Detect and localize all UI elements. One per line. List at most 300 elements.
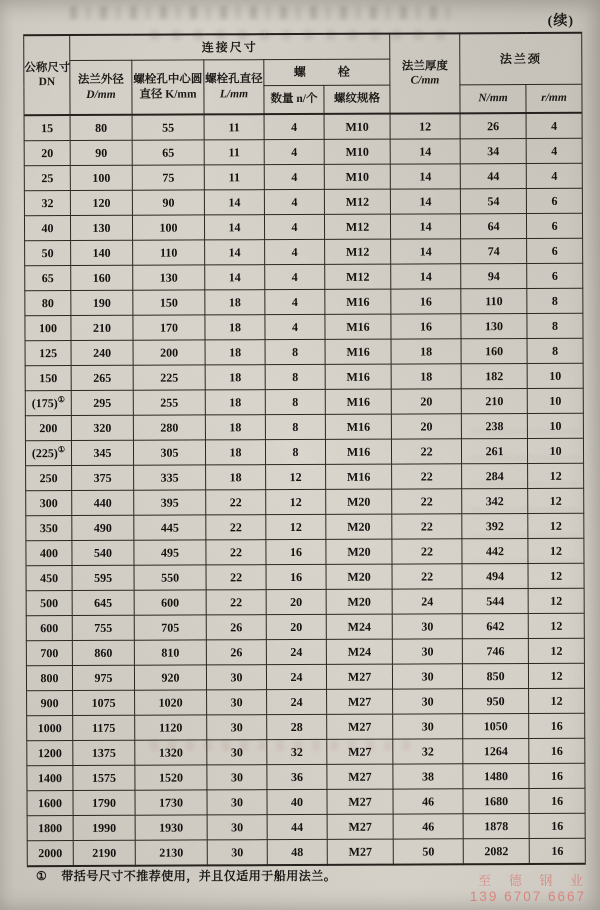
- table-cell: 12: [529, 688, 585, 713]
- table-cell: 920: [134, 665, 206, 690]
- table-cell: 18: [391, 339, 461, 364]
- table-cell: 10: [527, 413, 583, 438]
- table-cell: 12: [528, 463, 584, 488]
- table-cell: 305: [133, 440, 205, 465]
- table-cell: M16: [325, 439, 391, 464]
- table-cell: 4: [526, 163, 582, 188]
- table-cell: 210: [461, 389, 527, 414]
- table-cell: M16: [326, 464, 392, 489]
- table-cell: 240: [71, 340, 133, 365]
- table-cell: 28: [267, 714, 327, 739]
- table-cell: 22: [206, 490, 266, 515]
- table-row: [26, 513, 584, 540]
- header-bolt-hole: [204, 60, 264, 115]
- table-cell: M27: [327, 839, 393, 865]
- table-cell: M12: [325, 239, 391, 264]
- table-cell: 345: [71, 440, 133, 465]
- table-cell: 810: [134, 640, 206, 665]
- table-cell: 2000: [27, 841, 73, 867]
- table-cell: 1400: [27, 766, 73, 791]
- table-cell: 445: [134, 515, 206, 540]
- table-cell: 160: [461, 339, 527, 364]
- table-cell: 12: [528, 663, 584, 688]
- table-cell: 300: [26, 491, 72, 516]
- table-cell: M16: [325, 289, 391, 314]
- table-cell: M20: [326, 539, 392, 564]
- table-cell: 32: [393, 739, 463, 764]
- table-cell: M20: [326, 514, 392, 539]
- table-cell: M27: [327, 714, 393, 739]
- table-cell: 1680: [463, 789, 529, 814]
- table-cell: 94: [461, 264, 527, 289]
- table-cell: 1800: [27, 816, 73, 841]
- table-cell: 25: [24, 166, 70, 191]
- table-cell: 12: [528, 538, 584, 563]
- table-cell: 130: [461, 314, 527, 339]
- table-cell: 8: [265, 389, 325, 414]
- table-cell: 450: [26, 566, 72, 591]
- table-cell: 64: [461, 214, 527, 239]
- table-cell: 950: [463, 689, 529, 714]
- table-cell: 10: [527, 388, 583, 413]
- table-cell: 2190: [73, 840, 135, 866]
- table-cell: M20: [326, 489, 392, 514]
- table-cell: 22: [392, 489, 462, 514]
- table-cell: 150: [25, 366, 71, 391]
- table-cell: 14: [391, 239, 461, 264]
- table-cell: 1575: [73, 765, 135, 790]
- table-cell: M16: [325, 339, 391, 364]
- table-cell: M27: [327, 689, 393, 714]
- table-cell: 210: [71, 315, 133, 340]
- header-flange-thickness: [390, 33, 460, 113]
- table-cell: 16: [529, 813, 585, 838]
- table-cell: 1175: [73, 715, 135, 740]
- table-cell: 18: [205, 290, 265, 315]
- header-bolt-circle-symbol: 直径 K/mm: [139, 87, 197, 101]
- table-row: [27, 688, 585, 715]
- table-cell: 12: [528, 613, 584, 638]
- table-cell: 755: [72, 615, 134, 640]
- header-nominal-size-label: 公称尺寸: [24, 61, 71, 74]
- footnote-reference-mark: ①: [57, 444, 66, 454]
- table-row: [25, 238, 583, 265]
- table-cell: 250: [26, 466, 72, 491]
- footnote-text: 带括号尺寸不推荐使用，并且仅适用于船用法兰。: [61, 869, 337, 883]
- table-cell: (175)①: [25, 391, 71, 416]
- table-cell: 1600: [27, 791, 73, 816]
- table-cell: 442: [462, 539, 528, 564]
- table-cell: 12: [528, 513, 584, 538]
- table-cell: 14: [204, 190, 264, 215]
- table-cell: 320: [71, 415, 133, 440]
- table-cell: 1520: [135, 765, 207, 790]
- table-cell: 350: [26, 516, 72, 541]
- table-row: [24, 113, 582, 141]
- table-row: [26, 538, 584, 565]
- table-cell: 225: [133, 365, 205, 390]
- table-cell: 110: [133, 240, 205, 265]
- table-cell: M10: [324, 139, 390, 164]
- table-cell: 100: [70, 165, 132, 190]
- table-cell: 18: [205, 440, 265, 465]
- table-cell: 75: [132, 165, 204, 190]
- header-bolt-hole-symbol: L/mm: [219, 87, 249, 100]
- table-cell: 24: [266, 664, 326, 689]
- table-cell: 90: [132, 190, 204, 215]
- continuation-label: (续): [547, 14, 574, 29]
- table-cell: 30: [207, 740, 267, 765]
- table-row: [24, 138, 582, 165]
- header-thickness-symbol: C/mm: [410, 74, 440, 87]
- table-row: [26, 663, 584, 690]
- table-cell: 110: [461, 289, 527, 314]
- table-cell: 4: [264, 164, 324, 189]
- table-cell: 6: [527, 213, 583, 238]
- table-cell: M27: [326, 664, 392, 689]
- table-row: [25, 263, 583, 290]
- table-cell: 30: [207, 790, 267, 815]
- table-cell: 170: [133, 315, 205, 340]
- table-cell: 100: [25, 316, 71, 341]
- table-cell: 4: [264, 214, 324, 239]
- table-cell: 1200: [27, 741, 73, 766]
- table-cell: M10: [324, 114, 390, 140]
- table-cell: 4: [265, 264, 325, 289]
- table-header: [24, 33, 582, 115]
- table-cell: 12: [266, 514, 326, 539]
- table-cell: 6: [527, 263, 583, 288]
- header-bolt-thread: 螺纹规格: [324, 85, 390, 114]
- table-cell: (225)①: [25, 441, 71, 466]
- table-cell: 595: [72, 565, 134, 590]
- header-dn-symbol: DN: [38, 76, 56, 89]
- table-cell: 16: [529, 763, 585, 788]
- table-row: [26, 563, 584, 590]
- table-cell: 16: [529, 713, 585, 738]
- table-cell: M12: [325, 264, 391, 289]
- table-cell: 24: [267, 689, 327, 714]
- table-cell: 16: [529, 738, 585, 763]
- table-cell: 54: [460, 189, 526, 214]
- table-cell: 550: [134, 565, 206, 590]
- table-cell: 8: [265, 339, 325, 364]
- table-cell: 100: [132, 215, 204, 240]
- table-cell: 20: [266, 614, 326, 639]
- table-cell: M12: [324, 214, 390, 239]
- table-row: [24, 163, 582, 190]
- table-cell: 22: [392, 464, 462, 489]
- table-cell: 18: [205, 315, 265, 340]
- table-cell: 30: [207, 690, 267, 715]
- table-cell: 1878: [463, 814, 529, 839]
- footnote: [36, 867, 336, 884]
- table-cell: 22: [206, 565, 266, 590]
- table-cell: 975: [72, 665, 134, 690]
- table-cell: 50: [393, 839, 463, 865]
- table-cell: M20: [326, 564, 392, 589]
- table-cell: 6: [527, 238, 583, 263]
- table-cell: 18: [391, 364, 461, 389]
- table-row: [25, 313, 583, 340]
- table-cell: 280: [133, 415, 205, 440]
- table-cell: 400: [26, 541, 72, 566]
- table-cell: 15: [24, 115, 70, 141]
- table-cell: 265: [71, 365, 133, 390]
- table-cell: 120: [70, 190, 132, 215]
- table-row: [24, 213, 582, 240]
- table-cell: M16: [325, 414, 391, 439]
- table-cell: 16: [391, 314, 461, 339]
- table-cell: 342: [462, 489, 528, 514]
- table-cell: 12: [528, 638, 584, 663]
- table-cell: 4: [526, 138, 582, 163]
- table-cell: 34: [460, 139, 526, 164]
- table-cell: 1990: [73, 815, 135, 840]
- table-cell: 494: [462, 564, 528, 589]
- table-cell: 14: [205, 240, 265, 265]
- table-cell: 375: [72, 465, 134, 490]
- footnote-reference-mark: ①: [57, 394, 65, 404]
- table-cell: 8: [265, 364, 325, 389]
- table-cell: 18: [206, 465, 266, 490]
- table-cell: 22: [206, 515, 266, 540]
- table-cell: 30: [207, 815, 267, 840]
- table-cell: 2130: [135, 840, 207, 866]
- table-cell: 800: [26, 666, 72, 691]
- table-cell: 14: [391, 214, 461, 239]
- table-cell: 490: [72, 515, 134, 540]
- header-flange-od-label: 法兰外径: [77, 73, 124, 87]
- table-cell: 645: [72, 590, 134, 615]
- table-cell: 26: [206, 615, 266, 640]
- table-cell: 190: [71, 290, 133, 315]
- table-cell: 1320: [135, 740, 207, 765]
- table-cell: 36: [267, 764, 327, 789]
- table-cell: 182: [461, 364, 527, 389]
- table-cell: 8: [265, 414, 325, 439]
- table-cell: 4: [265, 314, 325, 339]
- table-cell: 30: [392, 664, 462, 689]
- table-cell: 130: [133, 265, 205, 290]
- table-cell: 48: [267, 839, 327, 865]
- table-cell: 4: [265, 289, 325, 314]
- table-cell: 22: [206, 540, 266, 565]
- table-cell: 11: [204, 140, 264, 165]
- table-cell: 30: [207, 715, 267, 740]
- table-cell: M16: [325, 389, 391, 414]
- table-cell: 295: [71, 390, 133, 415]
- table-cell: M10: [324, 164, 390, 189]
- table-cell: 10: [527, 363, 583, 388]
- table-cell: 8: [527, 313, 583, 338]
- table-cell: 24: [266, 639, 326, 664]
- table-cell: 600: [26, 616, 72, 641]
- table-cell: 395: [134, 490, 206, 515]
- table-cell: 860: [72, 640, 134, 665]
- table-cell: 14: [391, 264, 461, 289]
- table-cell: 40: [267, 789, 327, 814]
- table-cell: 1120: [135, 715, 207, 740]
- table-cell: 12: [266, 464, 326, 489]
- table-cell: 32: [267, 739, 327, 764]
- table-cell: 44: [460, 164, 526, 189]
- table-cell: 30: [207, 840, 267, 866]
- table-cell: 8: [527, 288, 583, 313]
- table-cell: 12: [266, 489, 326, 514]
- table-cell: 16: [391, 289, 461, 314]
- table-cell: 1264: [463, 739, 529, 764]
- table-cell: 46: [393, 814, 463, 839]
- table-cell: 30: [393, 714, 463, 739]
- table-cell: 12: [390, 113, 460, 139]
- table-cell: 1930: [135, 815, 207, 840]
- table-row: [26, 463, 584, 490]
- table-cell: 74: [461, 239, 527, 264]
- table-row: [26, 613, 584, 640]
- table-cell: 32: [24, 191, 70, 216]
- table-cell: 284: [462, 464, 528, 489]
- table-cell: 1050: [463, 714, 529, 739]
- header-bolt-circle: [132, 60, 204, 115]
- table-cell: 4: [265, 239, 325, 264]
- table-cell: 125: [25, 341, 71, 366]
- table-cell: 22: [392, 539, 462, 564]
- table-cell: M27: [327, 764, 393, 789]
- table-cell: 16: [266, 539, 326, 564]
- table-cell: M20: [326, 589, 392, 614]
- table-cell: 55: [132, 114, 204, 140]
- table-cell: 1020: [135, 690, 207, 715]
- footnote-symbol: ①: [36, 869, 48, 883]
- table-cell: 30: [207, 765, 267, 790]
- table-cell: 700: [26, 641, 72, 666]
- table-cell: 80: [25, 291, 71, 316]
- table-cell: M12: [324, 189, 390, 214]
- table-cell: 160: [71, 265, 133, 290]
- table-cell: 16: [529, 838, 585, 864]
- table-cell: 238: [461, 414, 527, 439]
- table-cell: 4: [264, 139, 324, 164]
- table-cell: 4: [264, 189, 324, 214]
- table-cell: 18: [205, 340, 265, 365]
- table-cell: 600: [134, 590, 206, 615]
- header-bolt-hole-label: 螺栓孔直径: [205, 73, 263, 86]
- flange-dimension-table: [23, 32, 586, 867]
- header-nominal-size: [24, 35, 70, 115]
- table-cell: 2082: [463, 839, 529, 865]
- table-cell: 4: [526, 113, 582, 139]
- table-cell: M27: [327, 789, 393, 814]
- bleedthrough-smudge: [70, 6, 460, 19]
- table-cell: 22: [392, 439, 462, 464]
- table-cell: 90: [70, 140, 132, 165]
- table-cell: 80: [70, 115, 132, 141]
- table-cell: 22: [392, 514, 462, 539]
- table-row: [26, 588, 584, 615]
- table-cell: 12: [528, 588, 584, 613]
- watermark: [469, 870, 590, 904]
- table-cell: 850: [462, 664, 528, 689]
- table-cell: 642: [462, 614, 528, 639]
- table-cell: M16: [325, 314, 391, 339]
- table-cell: 26: [206, 640, 266, 665]
- table-cell: 14: [390, 164, 460, 189]
- table-cell: 30: [392, 639, 462, 664]
- table-row: [27, 838, 585, 866]
- table-cell: 20: [391, 414, 461, 439]
- table-row: [27, 763, 585, 790]
- table-row: [25, 438, 583, 465]
- table-cell: 22: [392, 564, 462, 589]
- table-cell: 130: [70, 215, 132, 240]
- table-row: [25, 388, 583, 415]
- table-cell: 18: [205, 365, 265, 390]
- table-cell: 8: [527, 338, 583, 363]
- table-cell: 1790: [73, 790, 135, 815]
- table-cell: 11: [204, 165, 264, 190]
- table-cell: 261: [462, 439, 528, 464]
- watermark-phone: 139 6707 6667: [469, 889, 586, 904]
- header-flange-od-symbol: D/mm: [86, 88, 116, 101]
- table-cell: 8: [265, 439, 325, 464]
- table-cell: 30: [393, 689, 463, 714]
- table-row: [26, 488, 584, 515]
- table-cell: 1480: [463, 764, 529, 789]
- table-cell: 440: [72, 490, 134, 515]
- table-row: [27, 738, 585, 765]
- table-cell: 12: [528, 488, 584, 513]
- table-cell: 11: [204, 114, 264, 140]
- header-bolt-circle-label: 螺栓孔中心圆: [133, 73, 203, 86]
- header-neck-r: r/mm: [526, 84, 582, 113]
- table-cell: 50: [25, 241, 71, 266]
- table-cell: 16: [529, 788, 585, 813]
- table-cell: 65: [132, 140, 204, 165]
- table-cell: 392: [462, 514, 528, 539]
- table-cell: 26: [460, 113, 526, 139]
- header-bolt-quantity: 数量 n/个: [264, 85, 324, 114]
- table-cell: 500: [26, 591, 72, 616]
- table-cell: 30: [392, 614, 462, 639]
- table-cell: 14: [390, 189, 460, 214]
- table-row: [24, 188, 582, 215]
- table-cell: 22: [206, 590, 266, 615]
- table-cell: 14: [204, 215, 264, 240]
- table-cell: 4: [264, 114, 324, 140]
- table-cell: 200: [25, 416, 71, 441]
- table-cell: M16: [325, 364, 391, 389]
- table-cell: 255: [133, 390, 205, 415]
- table-cell: 1000: [27, 716, 73, 741]
- table-row: [27, 788, 585, 815]
- header-bolt-group: 螺 栓: [264, 59, 390, 86]
- table-cell: 12: [528, 563, 584, 588]
- table-cell: 40: [24, 216, 70, 241]
- table-cell: 14: [390, 139, 460, 164]
- flange-table-wrapper: [23, 32, 585, 867]
- table-cell: 16: [266, 564, 326, 589]
- table-cell: 540: [72, 540, 134, 565]
- table-cell: 44: [267, 814, 327, 839]
- table-body: [24, 113, 585, 866]
- table-cell: 1375: [73, 740, 135, 765]
- table-cell: 6: [526, 188, 582, 213]
- table-cell: 38: [393, 764, 463, 789]
- table-row: [25, 338, 583, 365]
- table-cell: 24: [392, 589, 462, 614]
- table-row: [25, 288, 583, 315]
